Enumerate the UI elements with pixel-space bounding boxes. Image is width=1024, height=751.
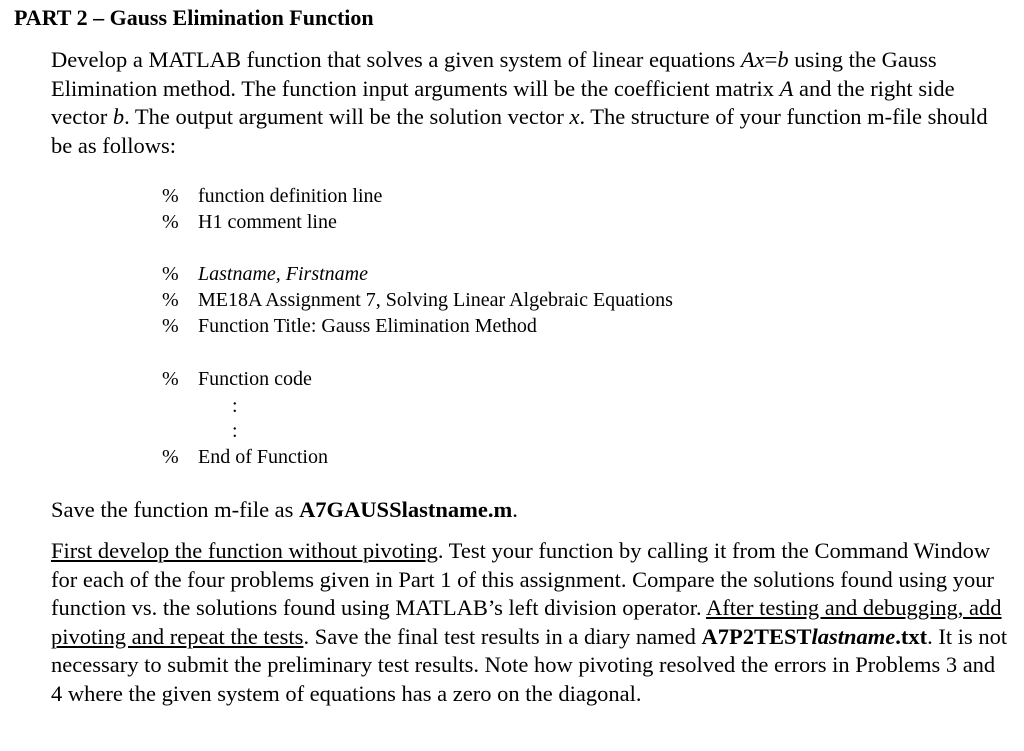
testing-text-2: . Save the final test results in a diary named	[303, 623, 702, 649]
testing-paragraph	[51, 537, 1011, 708]
code-line-function-title	[162, 314, 537, 338]
intro-text-1: Develop a MATLAB function that solves a given system of linear equations	[51, 47, 741, 72]
comment-marker: %	[162, 185, 179, 207]
vector-x: x	[569, 104, 580, 129]
equation-A: A	[740, 47, 755, 72]
code-text: Function code	[198, 368, 312, 390]
comment-marker: %	[162, 211, 179, 233]
vector-b: b	[112, 104, 125, 129]
code-line-function-code	[162, 367, 312, 391]
code-line-name	[162, 262, 368, 286]
diary-filename-prefix: A7P2TEST	[701, 623, 812, 649]
code-text: function definition line	[198, 185, 383, 207]
diary-filename-lastname: lastname	[811, 623, 896, 649]
save-filename: A7GAUSSlastname.m	[299, 497, 513, 522]
save-text-1: Save the function m-file as	[51, 497, 300, 522]
code-line-function-definition	[162, 184, 382, 208]
section-heading: PART 2 – Gauss Elimination Function	[14, 5, 374, 30]
equation-b: b	[777, 47, 789, 72]
continuation-dots-1: :	[232, 395, 238, 417]
comment-marker: %	[162, 289, 179, 311]
save-text-2: .	[512, 497, 518, 522]
matrix-A: A	[779, 75, 794, 101]
intro-text-5: . The structure of your function m-file should be as follows:	[51, 104, 988, 158]
intro-paragraph	[51, 46, 1011, 160]
code-line-end-of-function	[162, 445, 328, 469]
code-text: Function Title: Gauss Elimination Method	[198, 315, 537, 337]
comment-marker: %	[162, 263, 179, 285]
code-text: End of Function	[198, 446, 328, 468]
equation-x: x	[754, 47, 765, 72]
underlined-instruction-1: First develop the function without pivoting	[51, 538, 438, 563]
intro-text-2: using the Gauss Elimination method. The function input arguments will be the coefficient matrix	[51, 47, 937, 101]
intro-text-3: and the right side vector	[51, 75, 955, 129]
code-text: H1 comment line	[198, 211, 337, 233]
code-text: Lastname, Firstname	[198, 263, 368, 285]
code-text: ME18A Assignment 7, Solving Linear Algebraic Equations	[198, 289, 673, 311]
intro-text-4: . The output argument will be the solution vector	[124, 104, 570, 129]
continuation-dots-2: :	[232, 420, 238, 442]
code-line-assignment	[162, 288, 673, 312]
comment-marker: %	[162, 368, 179, 390]
underlined-instruction-2: After testing and debugging, add pivoting and repeat the tests	[51, 595, 1002, 649]
testing-text-3: . It is not necessary to submit the preliminary test results. Note how pivoting resolved the errors in Problems 3 and 4 where the given system of equations has a zero on the diagonal.	[51, 623, 1008, 706]
comment-marker: %	[162, 315, 179, 337]
save-instruction	[51, 496, 1011, 525]
equation-equals: =	[764, 47, 778, 72]
comment-marker: %	[162, 446, 179, 468]
diary-filename-ext: .txt	[895, 623, 928, 649]
code-line-h1-comment	[162, 210, 337, 234]
testing-text-1: . Test your function by calling it from the Command Window for each of the four problems given in Part 1 of this assignment. Compare the solutions found using your function vs. the solutions found using MATLAB’s left division operator.	[51, 538, 994, 620]
